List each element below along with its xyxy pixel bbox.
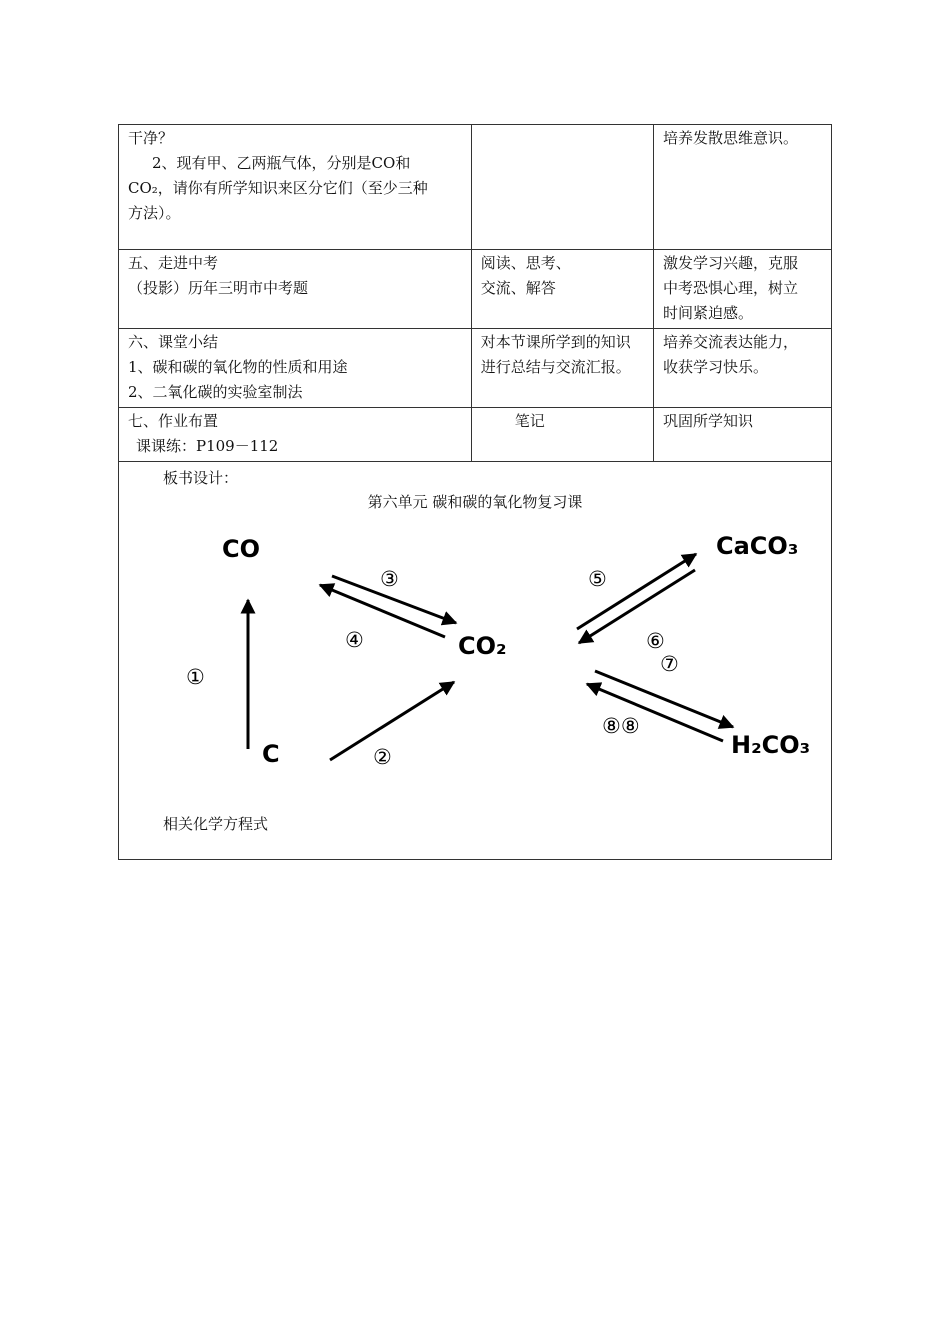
activity-cell bbox=[119, 125, 472, 250]
section-heading: 七、作业布置 bbox=[128, 412, 219, 430]
text-line: 培养发散思维意识。 bbox=[663, 129, 799, 147]
text-line: 课课练：P109－112 bbox=[136, 437, 279, 455]
text-line: 2、二氧化碳的实验室制法 bbox=[128, 383, 303, 401]
carbon-relationship-diagram bbox=[119, 462, 831, 859]
step-number: ⑦ bbox=[660, 652, 679, 676]
board-design-cell bbox=[119, 462, 832, 860]
activity-cell bbox=[119, 250, 472, 329]
student-activity-cell bbox=[471, 250, 653, 329]
text-line: 激发学习兴趣，克服 bbox=[663, 254, 799, 272]
text-line: 进行总结与交流汇报。 bbox=[480, 358, 631, 376]
co-label: CO bbox=[222, 535, 261, 563]
lesson-plan-table bbox=[118, 124, 832, 860]
text-line: 培养交流表达能力， bbox=[663, 333, 799, 351]
caco3-label: CaCO₃ bbox=[716, 532, 799, 560]
activity-cell bbox=[119, 329, 472, 408]
table-row bbox=[119, 329, 832, 408]
h2co3-label: H₂CO₃ bbox=[731, 731, 811, 759]
table-row bbox=[119, 462, 832, 860]
text-line: 1、碳和碳的氧化物的性质和用途 bbox=[128, 358, 348, 376]
section-heading: 六、课堂小结 bbox=[128, 333, 219, 351]
purpose-cell bbox=[654, 329, 832, 408]
board-title: 第六单元 碳和碳的氧化物复习课 bbox=[367, 493, 583, 511]
equations-label: 相关化学方程式 bbox=[163, 815, 269, 833]
step-number: ④ bbox=[345, 628, 364, 652]
section-heading: 五、走进中考 bbox=[128, 254, 219, 272]
board-design-label: 板书设计： bbox=[163, 469, 239, 487]
step-number: ⑥ bbox=[646, 629, 665, 653]
text-line: 2、现有甲、乙两瓶气体，分别是CO和 bbox=[152, 154, 411, 172]
purpose-cell bbox=[654, 250, 832, 329]
table-row bbox=[119, 408, 832, 462]
text-line: 巩固所学知识 bbox=[663, 412, 754, 430]
step-number: ⑤ bbox=[588, 567, 607, 591]
text-line: 对本节课所学到的知识 bbox=[480, 333, 631, 351]
text-line: 时间紧迫感。 bbox=[663, 304, 754, 322]
text-line: 干净？ bbox=[128, 129, 174, 147]
text-line: 笔记 bbox=[514, 412, 545, 430]
purpose-cell bbox=[654, 125, 832, 250]
student-activity-cell bbox=[471, 408, 653, 462]
student-activity-cell bbox=[471, 329, 653, 408]
c-label: C bbox=[262, 740, 280, 768]
step-number: ① bbox=[186, 665, 205, 689]
step-number: ③ bbox=[380, 567, 399, 591]
activity-cell bbox=[119, 408, 472, 462]
text-line: 收获学习快乐。 bbox=[663, 358, 769, 376]
text-line: 中考恐惧心理，树立 bbox=[663, 279, 799, 297]
co2-label: CO₂ bbox=[458, 632, 507, 660]
text-line: 阅读、思考、 bbox=[480, 254, 571, 272]
purpose-cell bbox=[654, 408, 832, 462]
step-number: ② bbox=[373, 745, 392, 769]
student-activity-cell bbox=[471, 125, 653, 250]
table-row bbox=[119, 125, 832, 250]
text-line: （投影）历年三明市中考题 bbox=[128, 279, 309, 297]
table-row bbox=[119, 250, 832, 329]
text-line: 交流、解答 bbox=[480, 279, 556, 297]
arrow-2 bbox=[330, 682, 454, 760]
arrow-5 bbox=[577, 554, 696, 629]
text-line: 方法）。 bbox=[128, 204, 181, 222]
text-line: CO₂，请你有所学知识来区分它们（至少三种 bbox=[128, 179, 428, 197]
step-number: ⑧⑧ bbox=[602, 714, 640, 738]
